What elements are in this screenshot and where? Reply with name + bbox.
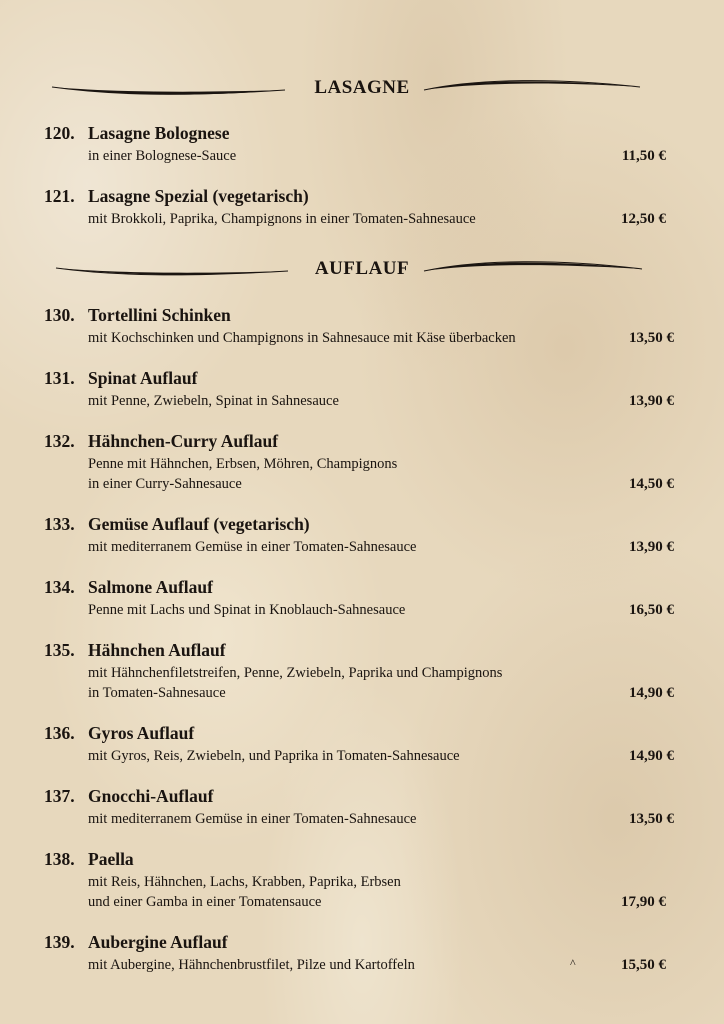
item-number: 134. bbox=[44, 577, 75, 597]
item-description: mit Penne, Zwiebeln, Spinat in Sahnesauce bbox=[88, 393, 339, 409]
item-name: Lasagne Spezial (vegetarisch) bbox=[88, 186, 309, 206]
item-name: Gnocchi-Auflauf bbox=[88, 786, 214, 806]
item-description: mit Gyros, Reis, Zwiebeln, und Paprika in Tomaten-Sahnesauce bbox=[88, 748, 460, 764]
item-description: in einer Bolognese-Sauce bbox=[88, 148, 237, 164]
item-name: Hähnchen Auflauf bbox=[88, 640, 226, 660]
item-description: in Tomaten-Sahnesauce bbox=[88, 685, 226, 701]
item-number: 136. bbox=[44, 723, 75, 743]
item-description: mit mediterranem Gemüse in einer Tomaten-Sahnesauce bbox=[88, 811, 417, 827]
item-price: 15,50 € bbox=[621, 957, 666, 973]
item-name: Tortellini Schinken bbox=[88, 305, 231, 325]
item-description: mit Brokkoli, Paprika, Champignons in einer Tomaten-Sahnesauce bbox=[88, 211, 476, 227]
item-description: mit Aubergine, Hähnchenbrustfilet, Pilze und Kartoffeln bbox=[88, 957, 415, 973]
item-number: 131. bbox=[44, 368, 75, 388]
item-price: 12,50 € bbox=[621, 211, 666, 227]
item-number: 133. bbox=[44, 514, 75, 534]
section-title: AUFLAUF bbox=[314, 258, 410, 279]
item-name: Spinat Auflauf bbox=[88, 368, 198, 388]
item-description: mit Reis, Hähnchen, Lachs, Krabben, Paprika, Erbsen bbox=[88, 874, 401, 890]
item-number: 139. bbox=[44, 932, 75, 952]
item-price: 11,50 € bbox=[621, 148, 666, 164]
section-header-auflauf bbox=[0, 254, 724, 284]
item-price: 14,90 € bbox=[629, 748, 674, 764]
item-price: 16,50 € bbox=[629, 602, 674, 618]
item-price: 17,90 € bbox=[621, 894, 666, 910]
item-name: Paella bbox=[88, 849, 134, 869]
item-price: 13,50 € bbox=[629, 811, 674, 827]
item-price: 14,50 € bbox=[629, 476, 674, 492]
item-description: mit Hähnchenfiletstreifen, Penne, Zwiebeln, Paprika und Champignons bbox=[88, 665, 503, 681]
item-number: 137. bbox=[44, 786, 75, 806]
item-number: 132. bbox=[44, 431, 75, 451]
item-description: und einer Gamba in einer Tomatensauce bbox=[88, 894, 322, 910]
item-description: mit Kochschinken und Champignons in Sahnesauce mit Käse überbacken bbox=[88, 330, 516, 346]
item-name: Lasagne Bolognese bbox=[88, 123, 230, 143]
item-name: Gyros Auflauf bbox=[88, 723, 195, 743]
section-title: LASAGNE bbox=[314, 77, 410, 98]
item-name: Aubergine Auflauf bbox=[88, 932, 228, 952]
item-description: Penne mit Hähnchen, Erbsen, Möhren, Champignons bbox=[88, 456, 398, 472]
item-name: Salmone Auflauf bbox=[88, 577, 213, 597]
section-header-lasagne bbox=[0, 73, 724, 103]
item-number: 138. bbox=[44, 849, 75, 869]
item-name: Hähnchen-Curry Auflauf bbox=[88, 431, 279, 451]
item-description: in einer Curry-Sahnesauce bbox=[88, 476, 242, 492]
item-price: 14,90 € bbox=[629, 685, 674, 701]
item-price: 13,90 € bbox=[629, 393, 674, 409]
item-number: 135. bbox=[44, 640, 75, 660]
item-number: 121. bbox=[44, 186, 75, 206]
item-price: 13,50 € bbox=[629, 330, 674, 346]
item-price: 13,90 € bbox=[629, 539, 674, 555]
caret-mark: ^ bbox=[570, 956, 576, 970]
item-description: mit mediterranem Gemüse in einer Tomaten-Sahnesauce bbox=[88, 539, 417, 555]
item-name: Gemüse Auflauf (vegetarisch) bbox=[88, 514, 310, 534]
item-number: 130. bbox=[44, 305, 75, 325]
item-number: 120. bbox=[44, 123, 75, 143]
item-description: Penne mit Lachs und Spinat in Knoblauch-Sahnesauce bbox=[88, 602, 406, 618]
